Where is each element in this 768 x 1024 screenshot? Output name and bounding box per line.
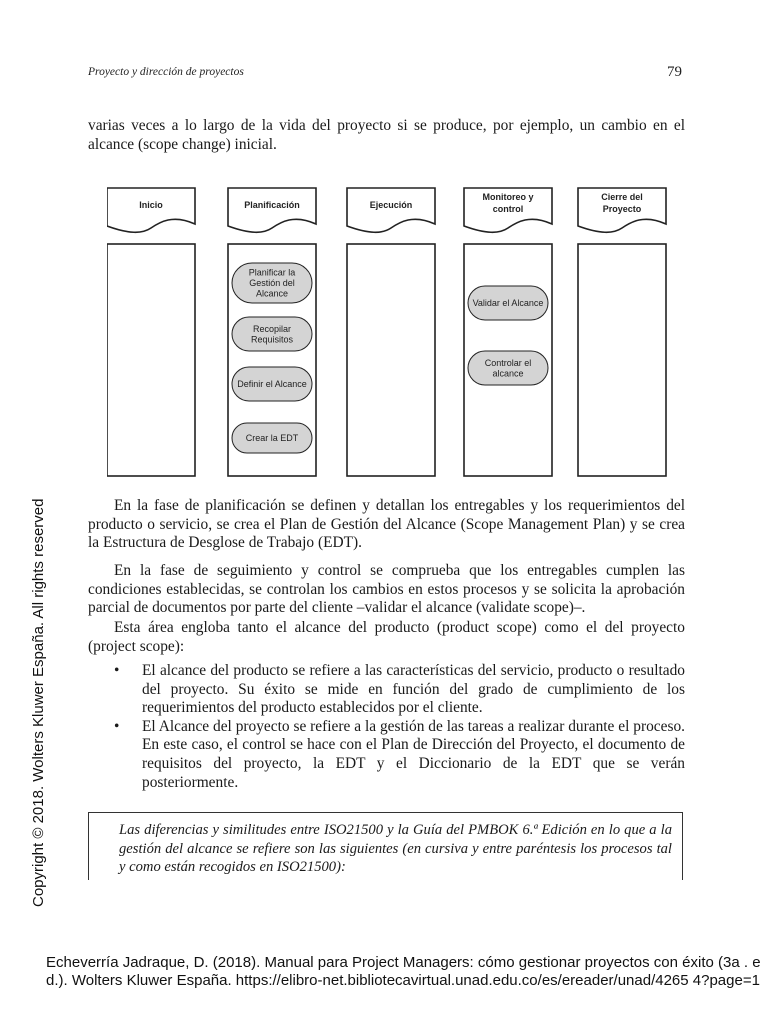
boxed-note (88, 812, 683, 880)
scope-process-diagram (107, 186, 667, 480)
lane-title: Planificación (244, 200, 300, 210)
running-header: Proyecto y dirección de proyectos (88, 66, 244, 78)
lane-header-1 (107, 188, 195, 232)
bullet-marker: • (114, 717, 120, 735)
lane-title: Inicio (139, 200, 163, 210)
diagram-canvas (107, 186, 667, 480)
page-number: 79 (667, 64, 682, 80)
scope-bullet-list (88, 662, 685, 792)
process-label: Recopilar (252, 323, 292, 334)
lane-body-5 (578, 244, 666, 476)
list-item (88, 718, 685, 792)
lane-title: Proyecto (602, 204, 642, 214)
citation-footer: Echeverría Jadraque, D. (2018). Manual para Project Managers: cómo gestionar proyectos con éxito (3a . ed.). Wolters Kluwer España. https://elibro-net.bibliotecavirtual.unad.edu.co/es/ereader/unad/4265 4?page=1 (46, 954, 761, 989)
boxed-note-text: Las diferencias y similitudes entre ISO21500 y la Guía del PMBOK 6.ª Edición en lo que a la gestión del alcance se refiere son las siguientes (en cursiva y entre paréntesis los procesos tal y como están recogidos en ISO21500): (119, 822, 672, 876)
lane-title: Monitoreo y (482, 192, 534, 202)
lane-header-3 (347, 188, 435, 232)
list-item (88, 662, 685, 718)
bullet-marker: • (114, 662, 120, 679)
process-label: Validar el Alcance (472, 298, 544, 308)
process-label: Alcance (255, 288, 289, 299)
lane-title: control (492, 204, 524, 214)
lane-title: Ejecución (369, 200, 413, 210)
process-label: Planificar la (248, 267, 296, 278)
lane-body-3 (347, 244, 435, 476)
process-label: Definir el Alcance (237, 379, 307, 389)
paragraph-planning: En la fase de planificación se definen y detallan los entregables y los requerimientos del producto o servicio, se crea el Plan de Gestión del Alcance (Scope Management Plan) y se crea la Estructura de Desglose de Trabajo (EDT). (88, 497, 685, 552)
list-item-text: El alcance del producto se refiere a las características del servicio, producto o resultado del proyecto. Su éxito se mide en función del grado de cumplimiento de los requerimientos del producto establecidos por el cliente. (142, 662, 685, 717)
intro-paragraph: varias veces a lo largo de la vida del proyecto si se produce, por ejemplo, un cambio en el alcance (scope change) inicial. (88, 117, 685, 153)
process-label: alcance (492, 368, 524, 379)
process-label: Requisitos (250, 334, 294, 345)
process-label: Crear la EDT (245, 433, 299, 443)
lane-body-1 (107, 244, 195, 476)
side-copyright: Copyright © 2018. Wolters Kluwer España. All rights reserved (30, 498, 47, 907)
list-item-text: El Alcance del proyecto se refiere a la gestión de las tareas a realizar durante el proceso. En este caso, el control se hace con el Plan de Dirección del Proyecto, el documento de requisitos del proyecto, la EDT y el Diccionario de la EDT que se verán posteriormente. (142, 717, 685, 791)
lane-header-2 (228, 188, 316, 232)
process-label: Gestión del (249, 278, 295, 288)
lane-title: Cierre del (601, 192, 643, 202)
paragraph-scope-areas: Esta área engloba tanto el alcance del producto (product scope) como el del proyecto (project scope): (88, 619, 685, 655)
process-label: Controlar el (484, 357, 532, 368)
paragraph-monitoring: En la fase de seguimiento y control se comprueba que los entregables cumplen las condiciones establecidas, se controlan los cambios en estos procesos y se solicita la aprobación parcial de documentos por parte del cliente –validar el alcance (validate scope)–. (88, 562, 685, 617)
